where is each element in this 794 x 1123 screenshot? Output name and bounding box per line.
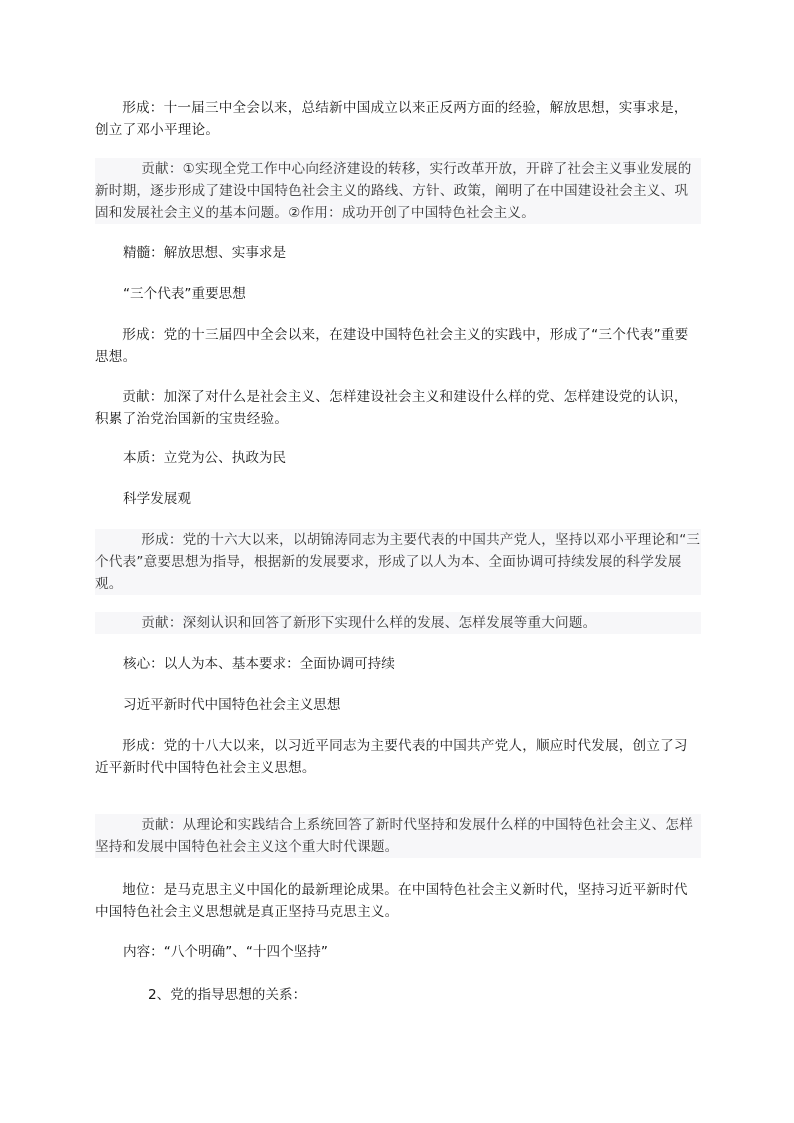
- heading-three-represents: “三个代表”重要思想: [123, 286, 246, 302]
- paragraph-deng-contribution: 贡献：①实现全党工作中心向经济建设的转移，实行改革开放，开辟了社会主义事业发展的新时期，逐步形成了建设中国特色社会主义的路线、方针、政策，阐明了在中国建设社会主义、巩固和发展社会主义的基本问题。②作用：成功开创了中国特色社会主义。: [95, 158, 701, 224]
- paragraph-xi-thought-content: 内容：“八个明确”、“十四个坚持”: [123, 944, 328, 960]
- paragraph-xi-thought-status: 地位：是马克思主义中国化的最新理论成果。在中国特色社会主义新时代，坚持习近平新时代中国特色社会主义思想就是真正坚持马克思主义。: [95, 882, 688, 920]
- paragraph-three-represents-formation: 形成：党的十三届四中全会以来，在建设中国特色社会主义的实践中，形成了“三个代表”重要思想。: [95, 327, 689, 365]
- section-heading-relationship: 2、党的指导思想的关系：: [148, 987, 307, 1003]
- paragraph-scientific-outlook-formation: 形成：党的十六大以来，以胡锦涛同志为主要代表的中国共产党人，坚持以邓小平理论和“三个代表”意要思想为指导，根据新的发展要求，形成了以人为本、全面协调可持续发展的科学发展观。: [95, 529, 701, 595]
- paragraph-three-represents-essence: 本质：立党为公、执政为民: [123, 450, 287, 466]
- paragraph-xi-thought-formation: 形成：党的十八大以来，以习近平同志为主要代表的中国共产党人，顺应时代发展，创立了习近平新时代中国特色社会主义思想。: [95, 738, 688, 776]
- paragraph-deng-essence: 精髓：解放思想、实事求是: [123, 245, 287, 261]
- heading-xi-thought: 习近平新时代中国特色社会主义思想: [123, 697, 341, 713]
- paragraph-scientific-outlook-core: 核心：以人为本、基本要求：全面协调可持续: [123, 656, 395, 672]
- paragraph-deng-formation: 形成：十一届三中全会以来，总结新中国成立以来正反两方面的经验，解放思想，实事求是，创立了邓小平理论。: [95, 100, 688, 138]
- paragraph-xi-thought-contribution: 贡献：从理论和实践结合上系统回答了新时代坚持和发展什么样的中国特色社会主义、怎样坚持和发展中国特色社会主义这个重大时代课题。: [95, 814, 701, 858]
- paragraph-scientific-outlook-contribution: 贡献：深刻认识和回答了新形下实现什么样的发展、怎样发展等重大问题。: [95, 612, 701, 634]
- heading-scientific-outlook: 科学发展观: [123, 491, 191, 507]
- paragraph-three-represents-contribution: 贡献：加深了对什么是社会主义、怎样建设社会主义和建设什么样的党、怎样建设党的认识，积累了治党治国新的宝贵经验。: [95, 389, 688, 427]
